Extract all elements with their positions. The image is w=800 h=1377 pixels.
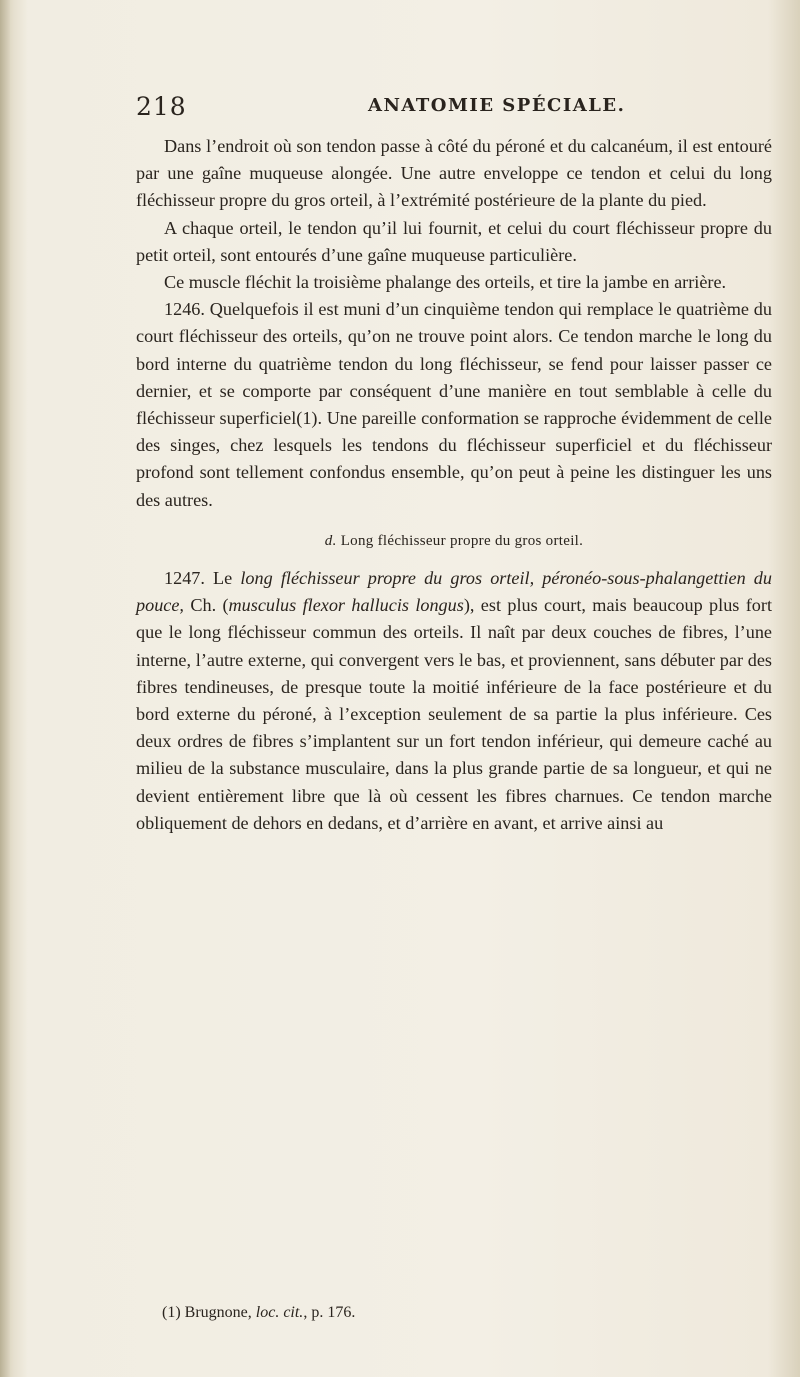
paragraph-1247 — [136, 565, 772, 837]
page-spine-shadow — [0, 0, 10, 1377]
footnote-prefix: (1) Brugnone, — [162, 1304, 256, 1321]
footnote-suffix: , p. 176. — [303, 1304, 356, 1321]
paragraph-1246: 1246. Quelquefois il est muni d’un cinquième tendon qui remplace le quatrième du court fléchisseur des orteils, qu’on ne trouve point alors. Ce tendon marche le long du bord interne du quatrième tendon du long fléchisseur, se fend pour laisser passer ce dernier, et se comporte par conséquent d’une manière en tout semblable à celle du fléchisseur superficiel(1). Une pareille conformation se rapproche évidemment de celle des singes, chez lesquels les tendons du fléchisseur superficiel et du fléchisseur profond sont tellement confondus ensemble, qu’on peut à peine les distinguer les uns des autres. — [136, 299, 772, 510]
page-header — [136, 92, 776, 122]
section-title: Long fléchisseur propre du gros orteil. — [340, 532, 584, 549]
author-ref: Ch. ( — [183, 595, 229, 616]
footnote-citation: loc. cit. — [255, 1304, 304, 1321]
latin-name: musculus flexor hallucis longus — [228, 595, 464, 616]
paragraph-3: Ce muscle fléchit la troisième phalange des orteils, et tire la jambe en arrière. — [164, 272, 727, 293]
muscle-name: long fléchisseur propre du gros orteil, péronéo-sous-phalangettien du pouce, — [136, 568, 772, 616]
paragraph-1: Dans l’endroit où son tendon passe à côté du péroné et du calcanéum, il est entouré par une gaîne muqueuse alongée. Une autre enveloppe ce tendon et celui du long fléchisseur propre du gros orteil, à l’extrémité postérieure de la plante du pied. — [136, 136, 772, 211]
page-number: 218 — [136, 92, 187, 121]
paragraph-number: 1247. Le — [164, 568, 241, 589]
body-text — [136, 133, 772, 837]
section-heading — [136, 528, 772, 555]
footnote — [162, 1304, 355, 1322]
section-letter: d. — [324, 532, 337, 549]
paragraph-2: A chaque orteil, le tendon qu’il lui fournit, et celui du court fléchisseur propre du petit orteil, sont entourés d’une gaîne muqueuse particulière. — [136, 217, 772, 265]
running-head: ANATOMIE SPÉCIALE. — [368, 95, 626, 116]
paragraph-1247-text: ), est plus court, mais beaucoup plus fort que le long fléchisseur commun des orteils. Il naît par deux couches de fibres, l’une interne, l’autre externe, qui convergent vers le bas, et proviennent, sans débuter par des fibres tendineuses, de presque toute la moitié inférieure de la face postérieure et du bord externe du péroné, à l’exception seulement de sa partie la plus inférieure. Ces deux ordres de fibres s’implantent sur un fort tendon inférieur, qui demeure caché au milieu de la substance musculaire, dans la plus grande partie de sa longueur, et qui ne devient entièrement libre que là où cessent les fibres charnues. Ce tendon marche obliquement de dehors en dedans, et d’arrière en avant, et arrive ainsi au — [136, 595, 772, 833]
